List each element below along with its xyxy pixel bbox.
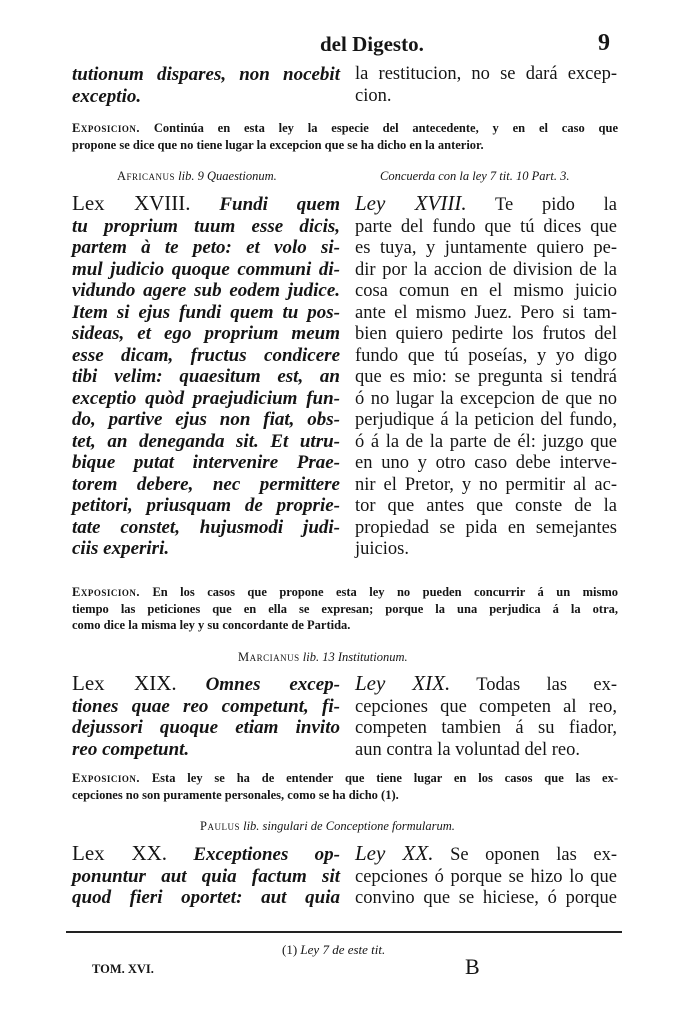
- signature-mark: B: [465, 954, 480, 979]
- latin-continuation: [72, 64, 340, 107]
- lex-heading: Lex XX.: [72, 841, 168, 865]
- latin-first-line: Lex XX. Exceptiones op-: [72, 841, 340, 865]
- exposition-text: propone se dice que no tiene lugar la excepcion que se ha dicho en la anterior.: [72, 137, 484, 152]
- source-work: lib. singulari de Conceptione formularum.: [243, 819, 455, 833]
- spanish-line: bien quiero pedirte los frutos del: [355, 324, 617, 344]
- latin-line: bique putat intervenire Prae-: [72, 452, 340, 473]
- spanish-line: la restitucion, no se dará excep-: [355, 64, 617, 84]
- latin-line: ciis experiri.: [72, 538, 170, 559]
- volume-mark: TOM. XVI.: [92, 962, 154, 976]
- latin-line: torem debere, nec permittere: [72, 473, 340, 495]
- spanish-line: que es mio: se pregunta si tendrá: [355, 367, 617, 387]
- exposition-text: Continúa en esta ley la especie del antecedente, y en el caso que: [153, 121, 619, 135]
- spanish-continuation: [355, 64, 617, 107]
- spanish-line: dir por la accion de division de la: [355, 259, 617, 280]
- source-citation-marcianus: [238, 650, 408, 665]
- latin-line: quod fieri oportet: aut quia: [72, 887, 340, 908]
- spanish-line: aun contra la voluntad del reo.: [355, 739, 580, 760]
- latin-line: partem à te peto: et volo si-: [72, 237, 340, 258]
- spanish-line: perjudique á la peticion del fundo,: [355, 410, 617, 430]
- spanish-first-line: Ley XVIII. Te pido la: [355, 191, 617, 215]
- lex-20-latin: [72, 843, 340, 909]
- exposition-1: [72, 120, 618, 153]
- lex-heading: Lex XIX.: [72, 671, 177, 695]
- spanish-line: tor que antes que conste de la: [355, 496, 617, 516]
- source-citation-paulus: [200, 819, 455, 834]
- spanish-line: ó á la de la parte de él: juzgo que: [355, 431, 617, 452]
- exposition-text: Esta ley se ha de entender que tiene lugar en los casos que las ex-: [151, 771, 619, 785]
- ley-heading: Ley XIX.: [355, 671, 451, 695]
- latin-line: ponuntur aut quia factum sit: [72, 865, 340, 887]
- latin-line: Item si ejus fundi quem tu pos-: [72, 301, 340, 323]
- latin-line: esse dicam, fructus condicere: [72, 344, 340, 366]
- spanish-line: cion.: [355, 85, 392, 106]
- exposition-label: Exposicion.: [72, 585, 140, 599]
- exposition-3: [72, 770, 618, 803]
- spanish-line: cepciones ó porque se hizo lo que: [355, 866, 617, 887]
- latin-line: sideas, et ego proprium meum: [72, 323, 340, 344]
- ley-20-spanish: [355, 843, 617, 910]
- spanish-first-line: Ley XIX. Todas las ex-: [355, 671, 617, 695]
- exposition-text: cepciones no son puramente personales, como se ha dicho (1).: [72, 787, 399, 802]
- concordance-text: Concuerda con la ley 7 tit. 10 Part. 3.: [380, 169, 570, 183]
- exposition-label: Exposicion.: [72, 771, 140, 785]
- latin-line: vidundo agere sub eodem judice.: [72, 280, 340, 301]
- lex-heading: Lex XVIII.: [72, 191, 191, 215]
- source-author: Paulus: [200, 819, 240, 833]
- latin-line: exceptio quòd praejudicium fun-: [72, 387, 340, 409]
- ley-18-spanish: [355, 193, 617, 561]
- latin-line: tiones quae reo competunt, fi-: [72, 695, 340, 717]
- spanish-line: convino que se hiciese, ó porque: [355, 888, 617, 908]
- spanish-line: cosa comun en el mismo juicio: [355, 281, 617, 301]
- ley-heading: Ley XX.: [355, 841, 434, 865]
- spanish-line: ó no lugar la excepcion de que no: [355, 388, 617, 409]
- latin-line: exceptio.: [72, 85, 142, 107]
- source-author: Marcianus: [238, 650, 300, 664]
- source-work: lib. 13 Institutionum.: [302, 650, 408, 664]
- latin-line: mul judicio quoque communi di-: [72, 258, 340, 280]
- spanish-line: parte del fundo que tú dices que: [355, 216, 617, 237]
- latin-line: reo competunt.: [72, 738, 190, 760]
- spanish-line: nir el Pretor, y no permitir al ac-: [355, 474, 617, 495]
- spanish-first-line: Ley XX. Se oponen las ex-: [355, 841, 617, 865]
- spanish-line: cepciones que competen al reo,: [355, 696, 617, 717]
- footnote-rule: [66, 931, 622, 933]
- spanish-line: juicios.: [355, 539, 409, 559]
- exposition-label: Exposicion.: [72, 121, 140, 135]
- spanish-line: competen tambien á su fiador,: [355, 718, 617, 738]
- spanish-line: fundo que tú poseías, y yo digo: [355, 345, 617, 366]
- concordance-citation: [380, 169, 569, 184]
- exposition-text: tiempo las peticiones que en ella se expresan; porque la una perjudica á la otra,: [72, 601, 618, 616]
- lex-19-latin: [72, 673, 340, 760]
- latin-first-line: Lex XVIII. Fundi quem: [72, 191, 340, 215]
- latin-line: dejussori quoque etiam invito: [72, 717, 340, 738]
- spanish-line: propiedad se pida en semejantes: [355, 517, 617, 538]
- latin-line: tibi velim: quaesitum est, an: [72, 366, 340, 387]
- footnote: [282, 942, 385, 958]
- latin-line: tate constet, hujusmodi judi-: [72, 516, 340, 538]
- footnote-marker: (1): [282, 942, 298, 957]
- footnote-text: Ley 7 de este tit.: [300, 942, 386, 957]
- exposition-text: En los casos que propone esta ley no pueden concurrir á un mismo: [152, 585, 619, 599]
- source-work: lib. 9 Quaestionum.: [178, 169, 277, 183]
- running-header: [0, 32, 682, 62]
- latin-first-line: Lex XIX. Omnes excep-: [72, 671, 340, 695]
- latin-line: tet, an deneganda sit. Et utru-: [72, 430, 340, 452]
- latin-line: do, partive ejus non fiat, obs-: [72, 409, 340, 430]
- running-title: del Digesto.: [320, 32, 424, 56]
- latin-line: petitori, priusquam de proprie-: [72, 495, 340, 516]
- spanish-line: es tuya, y juntamente quiero pe-: [355, 238, 617, 258]
- ley-heading: Ley XVIII.: [355, 191, 467, 215]
- ley-19-spanish: [355, 673, 617, 761]
- latin-line: tu proprium tuum esse dicis,: [72, 215, 340, 237]
- latin-line: tutionum dispares, non nocebit: [72, 64, 340, 85]
- source-citation-africanus: [117, 169, 277, 184]
- exposition-2: [72, 584, 618, 634]
- lex-18-latin: [72, 193, 340, 560]
- spanish-line: en uno y otro caso debe interve-: [355, 453, 617, 473]
- source-author: Africanus: [117, 169, 176, 183]
- spanish-line: ante el mismo Juez. Pero si tam-: [355, 302, 617, 323]
- page-number: 9: [598, 30, 610, 56]
- exposition-text: como dice la misma ley y su concordante de Partida.: [72, 618, 351, 632]
